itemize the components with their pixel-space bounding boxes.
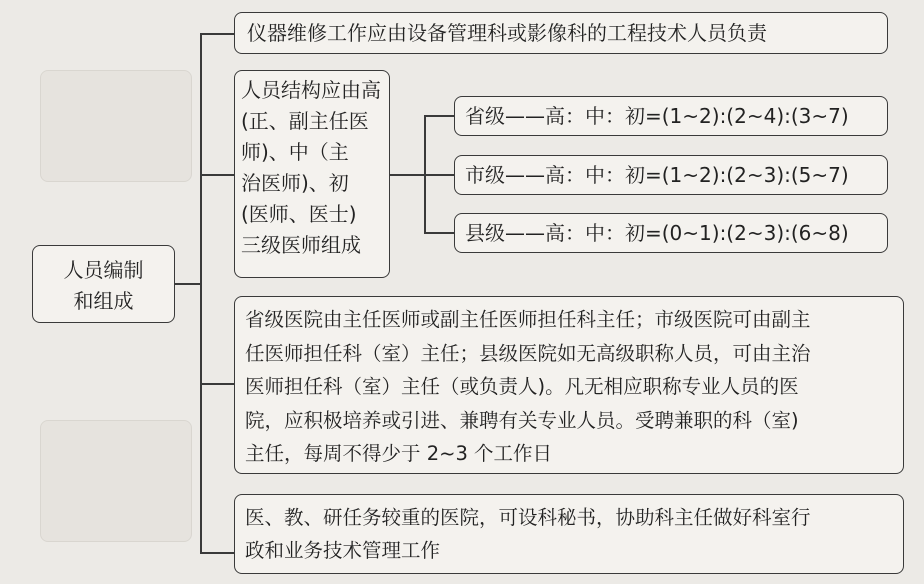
director-line: 任医师担任科（室）主任；县级医院如无高级职称人员，可由主治	[245, 341, 811, 365]
ratio-box-province	[454, 96, 888, 136]
root-node-line: 和组成	[73, 289, 134, 313]
structure-line: 治医师)、初	[241, 171, 349, 195]
structure-box	[234, 70, 390, 278]
connector-trunk	[200, 33, 202, 554]
structure-line: (正、副主任医	[241, 109, 369, 133]
director-line: 医师担任科（室）主任（或负责人)。凡无相应职称专业人员的医	[245, 375, 799, 398]
root-node	[32, 245, 175, 323]
connector-line	[424, 115, 454, 117]
secretary-line: 医、教、研任务较重的医院，可设科秘书，协助科主任做好科室行	[245, 506, 811, 529]
structure-line: 人员结构应由高	[241, 78, 381, 102]
background-ghost-box	[40, 70, 192, 182]
director-line: 省级医院由主任医师或副主任医师担任科主任；市级医院可由副主	[245, 308, 811, 331]
structure-line: 师)、中（主	[241, 140, 349, 164]
connector-line	[390, 174, 426, 176]
connector-line	[200, 383, 234, 385]
director-line: 主任，每周不得少于 2~3 个工作日	[245, 442, 553, 465]
connector-line	[424, 174, 454, 176]
connector-line	[424, 232, 454, 234]
secretary-line: 政和业务技术管理工作	[245, 539, 441, 562]
maintenance-text: 仪器维修工作应由设备管理科或影像科的工程技术人员负责	[247, 21, 767, 45]
maintenance-box	[234, 12, 888, 54]
director-box	[234, 296, 904, 474]
ratio-text: 县级——高：中：初=(0~1):(2~3):(6~8)	[465, 221, 849, 245]
connector-line	[174, 283, 202, 285]
ratio-text: 市级——高：中：初=(1~2):(2~3):(5~7)	[465, 163, 849, 187]
structure-line: 三级医师组成	[241, 233, 361, 257]
connector-line	[200, 552, 234, 554]
secretary-box	[234, 494, 904, 574]
ratio-text: 省级——高：中：初=(1~2):(2~4):(3~7)	[465, 104, 849, 128]
connector-line	[200, 174, 234, 176]
root-node-line: 人员编制	[63, 258, 144, 282]
structure-line: (医师、医士)	[241, 202, 357, 226]
ratio-box-county	[454, 213, 888, 253]
connector-line	[200, 33, 234, 35]
director-line: 院，应积极培养或引进、兼聘有关专业人员。受聘兼职的科（室)	[245, 408, 799, 432]
background-ghost-box	[40, 420, 192, 542]
ratio-box-city	[454, 155, 888, 195]
